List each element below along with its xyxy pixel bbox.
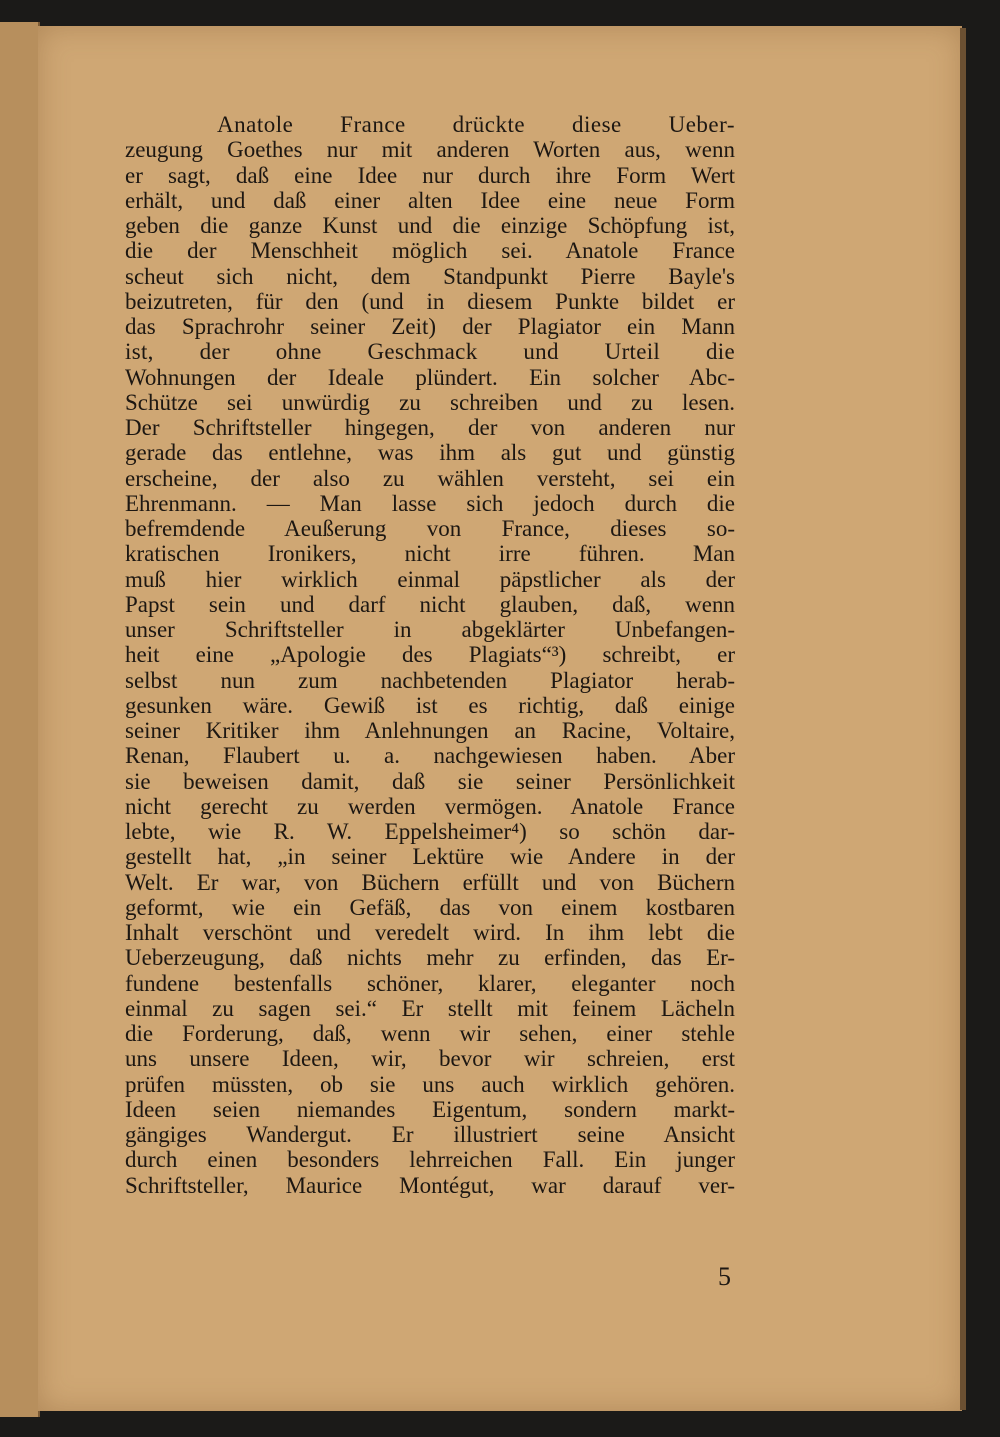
text-line: gerade das entlehne, was ihm als gut und günstig	[125, 440, 735, 466]
text-line: die der Menschheit möglich sei. Anatole France	[125, 238, 735, 264]
text-line: erhält, und daß einer alten Idee eine neue Form	[125, 187, 735, 213]
text-line: geformt, wie ein Gefäß, das von einem kostbaren	[125, 894, 735, 920]
text-line: Papst sein und darf nicht glauben, daß, wenn	[125, 591, 735, 617]
text-line: die Forderung, daß, wenn wir sehen, einer stehle	[125, 1021, 735, 1046]
text-line: erscheine, der also zu wählen versteht, sei ein	[125, 465, 735, 491]
text-line: Welt. Er war, von Büchern erfüllt und von Büchern	[125, 869, 735, 895]
text-line: ist, der ohne Geschmack und Urteil die	[125, 339, 735, 365]
text-line: befremdende Aeußerung von France, dieses so-	[125, 516, 735, 541]
text-line: Wohnungen der Ideale plündert. Ein solcher Abc-	[125, 364, 735, 390]
text-line: fundene bestenfalls schöner, klarer, eleganter noch	[125, 970, 735, 996]
text-line: gängiges Wandergut. Er illustriert seine Ansicht	[125, 1122, 735, 1147]
text-line: heit eine „Apologie des Plagiats“³) schreibt, er	[125, 642, 735, 668]
text-line: muß hier wirklich einmal päpstlicher als der	[125, 566, 735, 592]
page-number: 5	[718, 1262, 731, 1291]
text-line: geben die ganze Kunst und die einzige Schöpfung ist,	[125, 213, 735, 238]
text-line: durch einen besonders lehrreichen Fall. Ein junger	[125, 1147, 735, 1173]
text-line: uns unsere Ideen, wir, bevor wir schreien, erst	[125, 1046, 735, 1072]
text-line: Anatole France drückte diese Ueber-	[217, 112, 735, 137]
text-line: lebte, wie R. W. Eppelsheimer⁴) so schön dar-	[125, 819, 735, 844]
text-line: gesunken wäre. Gewiß ist es richtig, daß einige	[125, 692, 735, 718]
text-line: gestellt hat, „in seiner Lektüre wie Andere in der	[125, 844, 735, 870]
text-line: Inhalt verschönt und veredelt wird. In ihm lebt die	[125, 920, 735, 945]
body-text	[125, 112, 735, 1198]
text-line: prüfen müssten, ob sie uns auch wirklich gehören.	[125, 1071, 735, 1097]
text-line: Ehrenmann. — Man lasse sich jedoch durch die	[125, 490, 735, 516]
text-line: unser Schriftsteller in abgeklärter Unbefangen-	[125, 617, 735, 642]
text-line: einmal zu sagen sei.“ Er stellt mit feinem Lächeln	[125, 995, 735, 1021]
text-line: kratischen Ironikers, nicht irre führen. Man	[125, 541, 735, 567]
text-line: sie beweisen damit, daß sie seiner Persönlichkeit	[125, 768, 735, 794]
text-line: Der Schriftsteller hingegen, der von anderen nur	[125, 415, 735, 440]
text-line: Ideen seien niemandes Eigentum, sondern markt-	[125, 1096, 735, 1122]
text-line: er sagt, daß eine Idee nur durch ihre Form Wert	[125, 162, 735, 188]
text-line: Schriftsteller, Maurice Montégut, war darauf ver-	[125, 1172, 735, 1198]
text-line: selbst nun zum nachbetenden Plagiator herab-	[125, 667, 735, 693]
text-line: zeugung Goethes nur mit anderen Worten aus, wenn	[125, 137, 735, 163]
text-line: Renan, Flaubert u. a. nachgewiesen haben. Aber	[125, 743, 735, 769]
text-line: beizutreten, für den (und in diesem Punkte bildet er	[125, 288, 735, 314]
text-line: das Sprachrohr seiner Zeit) der Plagiator ein Mann	[125, 314, 735, 339]
text-line: nicht gerecht zu werden vermögen. Anatole France	[125, 793, 735, 819]
text-line: Ueberzeugung, daß nichts mehr zu erfinden, das Er-	[125, 945, 735, 971]
page-edge-shadow	[960, 28, 966, 1410]
text-line: Schütze sei unwürdig zu schreiben und zu lesen.	[125, 389, 735, 415]
text-line: scheut sich nicht, dem Standpunkt Pierre Bayle's	[125, 263, 735, 289]
text-line: seiner Kritiker ihm Anlehnungen an Racine, Voltaire,	[125, 718, 735, 743]
facing-page-edge	[0, 22, 40, 1417]
